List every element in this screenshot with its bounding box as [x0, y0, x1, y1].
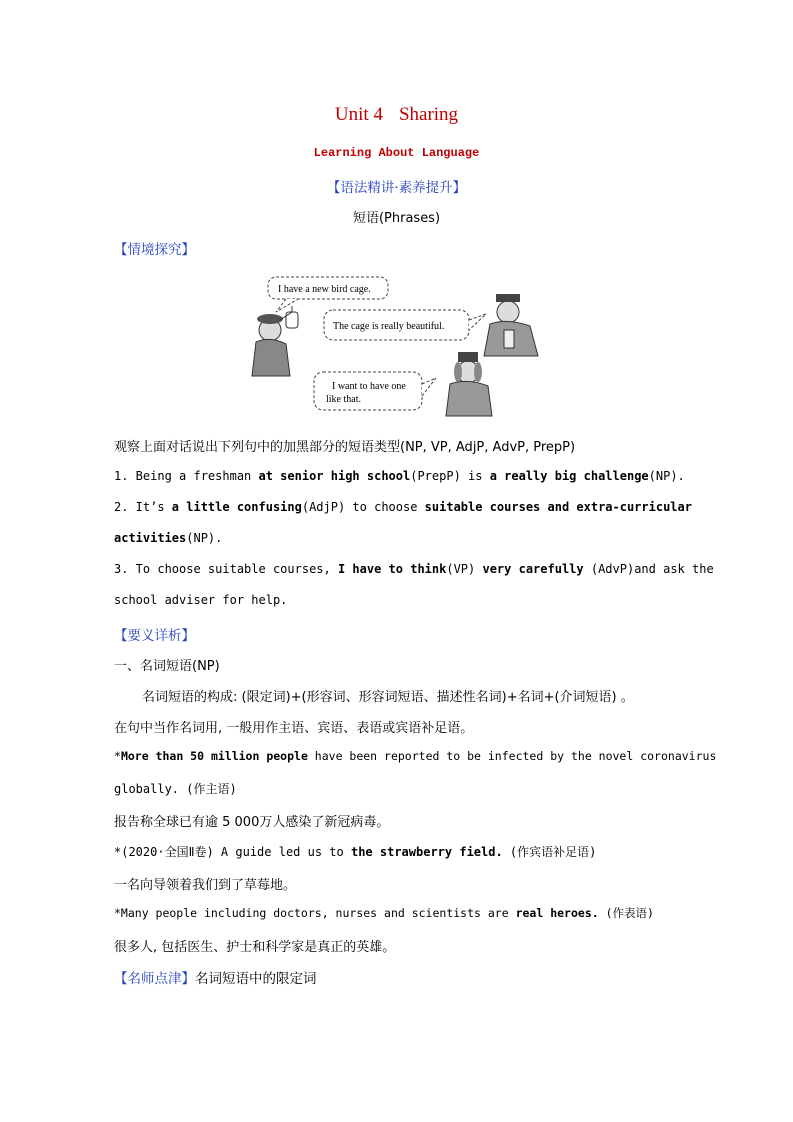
s1-bold-phrase-1: at senior high school — [258, 469, 411, 483]
ex1-marker: * — [114, 749, 121, 763]
sentence-2 — [114, 500, 692, 514]
instruction-text: 观察上面对话说出下列句中的加黑部分的短语类型(NP, VP, AdjP, AdvP, PrepP) — [114, 440, 576, 455]
tip-heading: 【名师点津】 — [114, 971, 195, 987]
bubble-text-1: I have a new bird cage. — [278, 284, 371, 295]
s2-part-a: 2. It’s — [114, 500, 172, 514]
sentence-1 — [114, 469, 685, 483]
example-1-translation: 报告称全球已有逾 5 000万人感染了新冠病毒。 — [114, 815, 390, 830]
s3-bold-phrase-2: very carefully — [482, 562, 584, 576]
s3-bold-phrase-1: I have to think — [337, 562, 447, 576]
bubble-text-3a: I want to have one — [332, 381, 406, 392]
s3-part-c: (VP) — [446, 562, 483, 576]
sentence-2-cont — [114, 531, 222, 545]
situation-heading: 【情境探究】 — [114, 242, 195, 258]
example-3 — [114, 905, 654, 921]
ex3-part-c: (作表语) — [598, 906, 654, 920]
figure-left — [252, 306, 298, 376]
unit-topic: Sharing — [398, 104, 459, 125]
s3-part-e: (AdvP)and ask the — [583, 562, 714, 576]
example-1-cont: globally. (作主语) — [114, 782, 237, 796]
ex2-part-c: (作宾语补足语) — [502, 845, 597, 859]
dialogue-illustration — [246, 272, 548, 418]
figure-bottom — [446, 352, 492, 416]
s1-part-c: (PrepP) is — [410, 469, 490, 483]
ex3-bold-phrase: real heroes. — [515, 906, 599, 920]
s2-part-f: (NP). — [186, 531, 223, 545]
s3-part-a: 3. To choose suitable courses, — [114, 562, 338, 576]
section-title: Learning About Language — [313, 146, 480, 160]
tip-title: 名词短语中的限定词 — [195, 971, 317, 987]
unit-number: Unit 4 — [334, 104, 383, 125]
ex1-rest: have been reported to be infected by the novel coronavirus — [307, 749, 717, 763]
s1-part-a: 1. Being a freshman — [114, 469, 259, 483]
figure-right — [484, 294, 538, 356]
bubble-text-3b: like that. — [326, 394, 361, 405]
lesson-title: 短语(Phrases) — [352, 211, 441, 226]
s1-part-e: (NP). — [648, 469, 685, 483]
ex1-bold-phrase: More than 50 million people — [120, 749, 308, 763]
np-definition-1: 名词短语的构成: (限定词)+(形容词、形容词短语、描述性名词)+名词+(介词短语) 。 — [142, 690, 634, 705]
example-1 — [114, 749, 716, 763]
s2-part-c: (AdjP) to choose — [301, 500, 425, 514]
example-2-translation: 一名向导领着我们到了草莓地。 — [114, 878, 297, 893]
ex3-part-a: *Many people including doctors, nurses and scientists are — [114, 906, 516, 920]
analysis-heading: 【要义详析】 — [114, 628, 195, 644]
np-section-title: 一、名词短语(NP) — [114, 659, 220, 674]
s2-bold-phrase-3: activities — [114, 531, 187, 545]
sentence-3-cont: school adviser for help. — [114, 593, 288, 607]
s1-bold-phrase-2: a really big challenge — [489, 469, 649, 483]
tip-line — [114, 967, 317, 987]
s2-bold-phrase-2: suitable courses and extra-curricular — [424, 500, 692, 514]
ex2-bold-phrase: the strawberry field. — [350, 845, 503, 859]
example-3-translation: 很多人, 包括医生、护士和科学家是真正的英雄。 — [114, 940, 396, 955]
example-2 — [114, 843, 596, 860]
ex2-part-a: *(2020·全国Ⅱ卷) A guide led us to — [114, 845, 351, 859]
bubble-text-2: The cage is really beautiful. — [333, 321, 445, 332]
sentence-3 — [114, 562, 714, 576]
s2-bold-phrase-1: a little confusing — [171, 500, 302, 514]
np-definition-2: 在句中当作名词用, 一般用作主语、宾语、表语或宾语补足语。 — [114, 721, 474, 736]
unit-title — [0, 104, 793, 126]
banner-heading: 【语法精讲·素养提升】 — [326, 180, 467, 196]
